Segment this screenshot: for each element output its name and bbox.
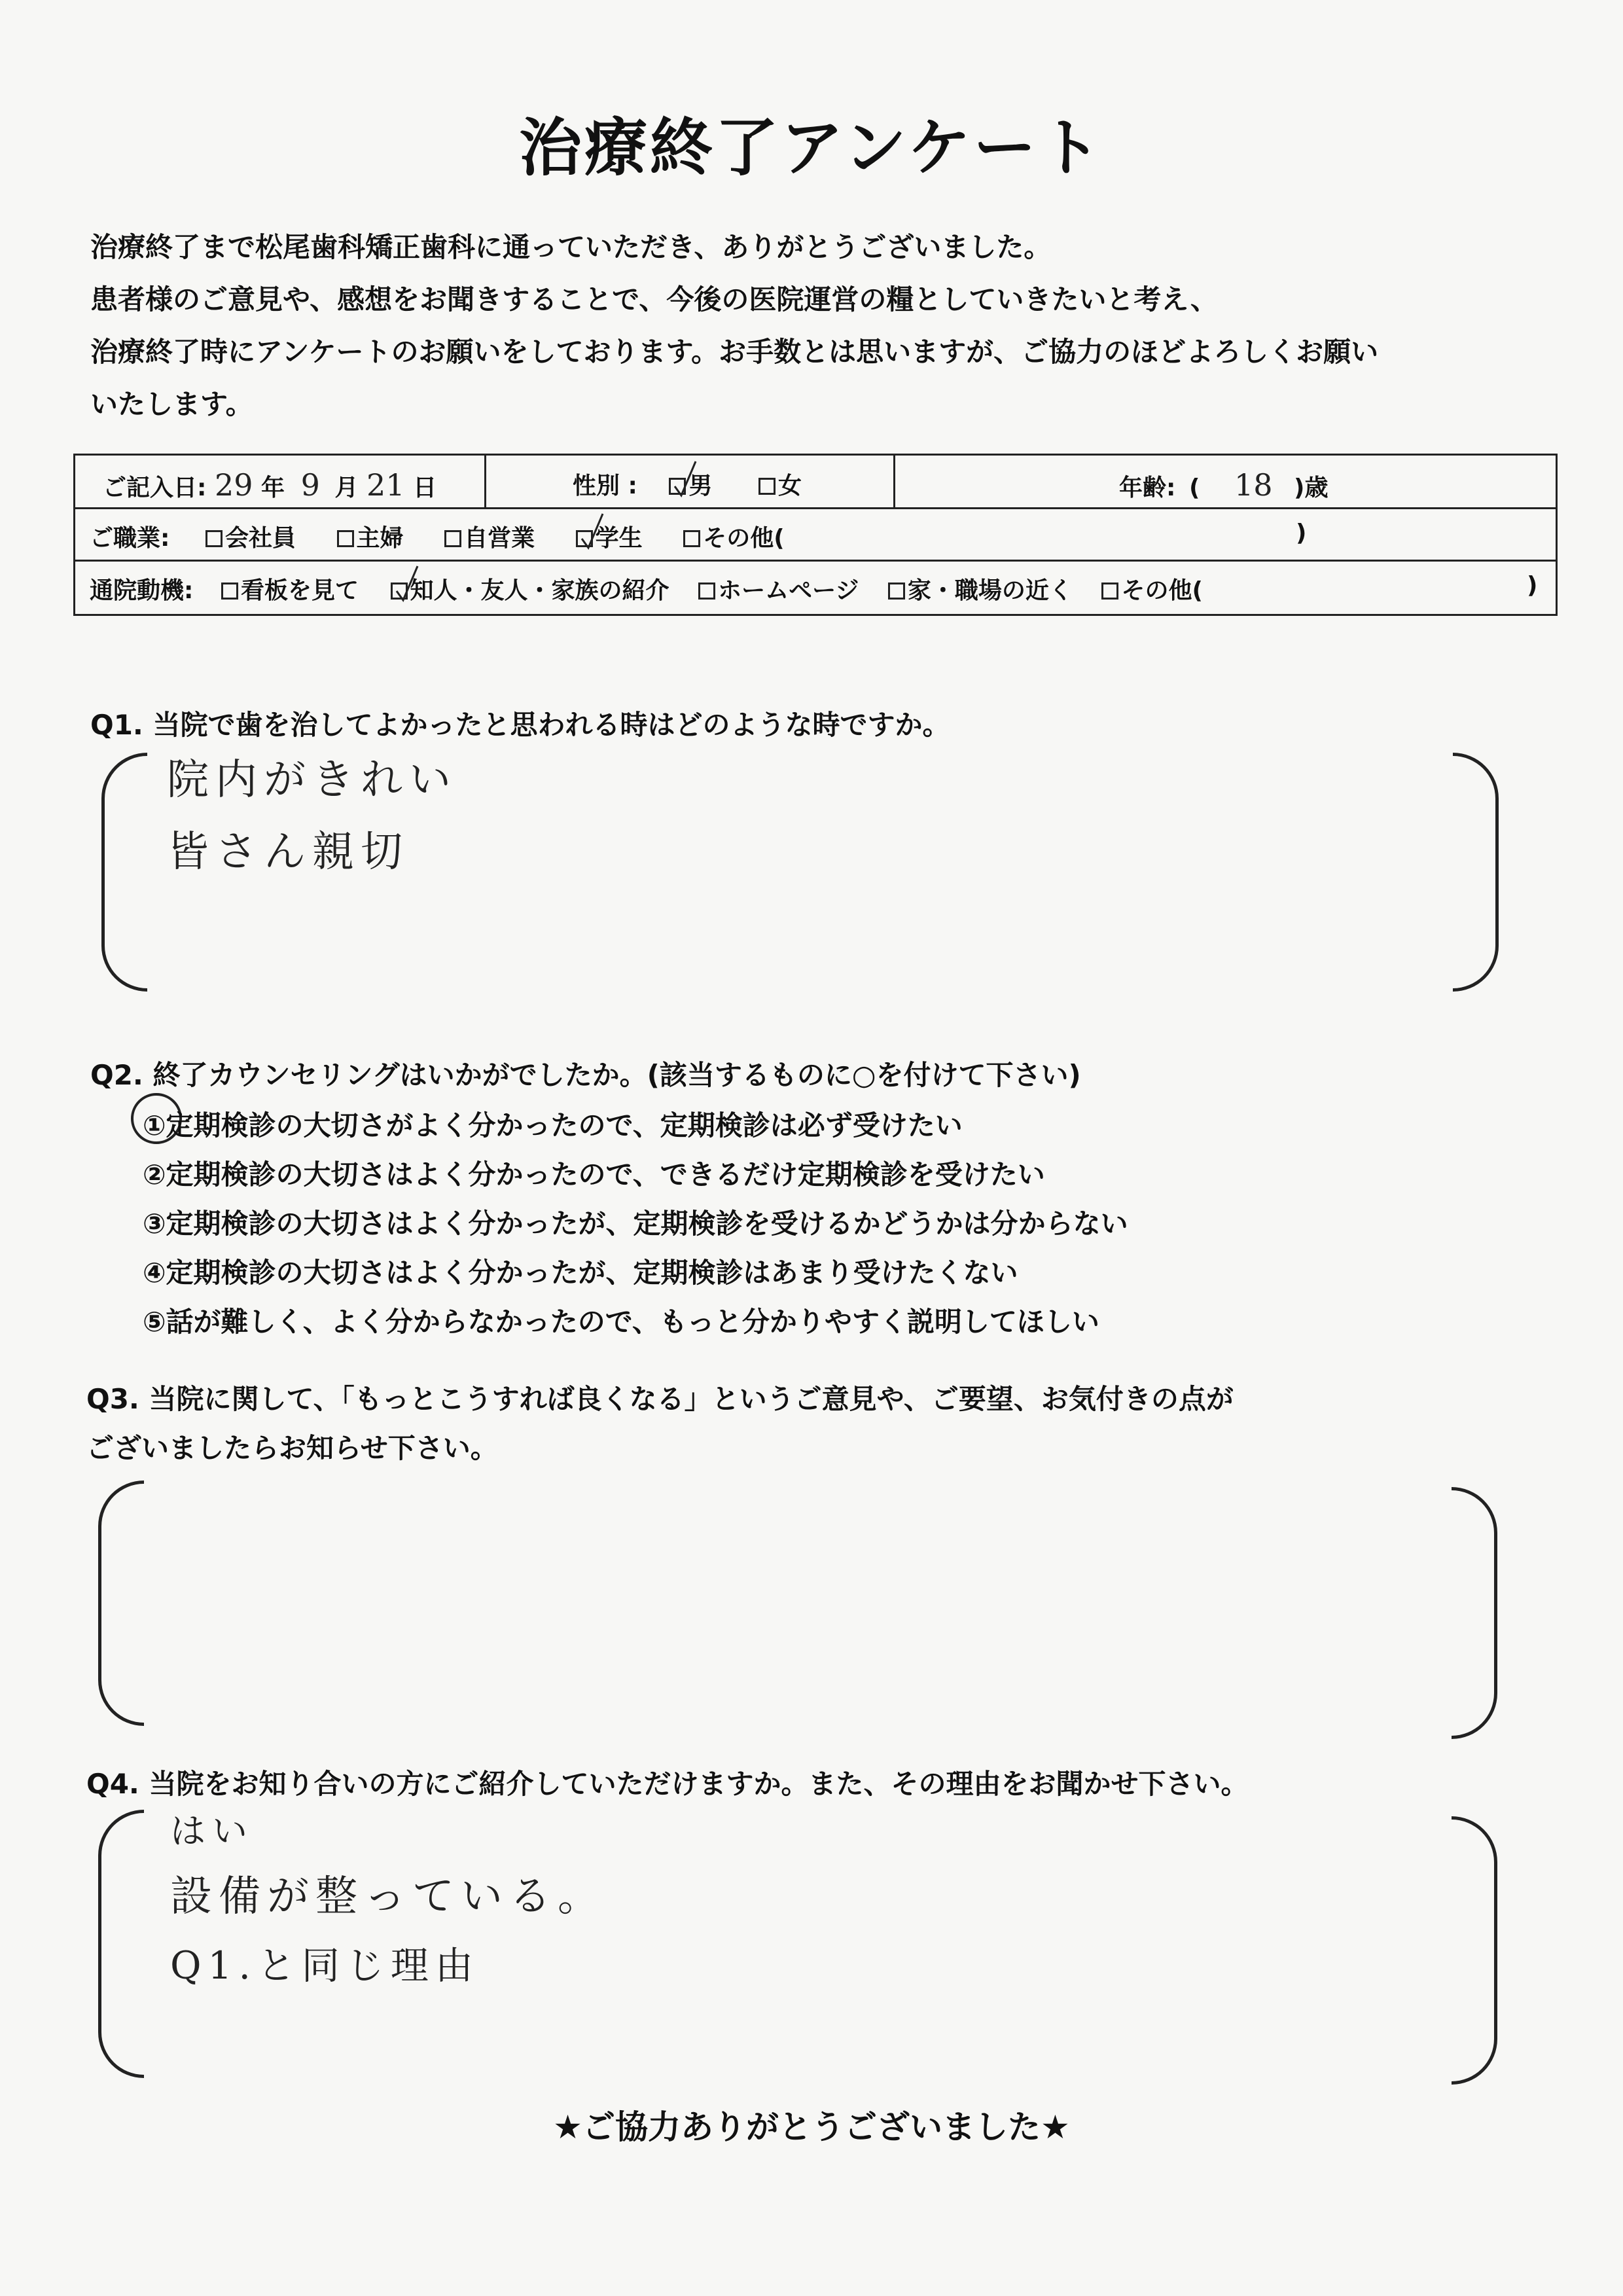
q2-option[interactable]: ①定期検診の大切さがよく分かったので、定期検診は必ず受けたい <box>143 1109 963 1141</box>
gender-field <box>573 467 820 501</box>
occupation-option-employee[interactable]: 会社員 <box>205 525 296 552</box>
gender-option-female[interactable]: 女 <box>758 473 802 499</box>
occupation-option-student[interactable]: 学生 <box>576 525 643 552</box>
intro-text <box>90 221 1378 431</box>
checkbox-icon[interactable] <box>391 583 408 600</box>
checkbox-icon[interactable] <box>698 583 715 600</box>
age-field[interactable] <box>1119 467 1329 503</box>
info-table <box>73 454 1558 616</box>
q3-answer-area[interactable] <box>164 1492 1433 1715</box>
motive-option-signboard[interactable]: 看板を見て <box>221 577 359 604</box>
date-year: 29 <box>214 467 253 503</box>
q4-answer-area[interactable] <box>170 1803 606 1990</box>
checkbox-icon[interactable] <box>683 530 700 547</box>
motive-field <box>90 572 1221 605</box>
checkbox-icon[interactable] <box>444 530 461 547</box>
q1-answer-line: 院内がきれい <box>167 756 457 804</box>
motive-option-homepage[interactable]: ホームページ <box>698 577 859 604</box>
intro-line: 患者様のご意見や、感想をお聞きすることで、今後の医院運営の糧としていきたいと考え、 <box>90 283 1218 315</box>
q1-bracket-left <box>101 753 147 992</box>
checkbox-icon[interactable] <box>888 583 905 600</box>
checkbox-icon[interactable] <box>1101 583 1118 600</box>
q1-answer-area[interactable] <box>167 746 457 878</box>
checkbox-icon[interactable] <box>576 530 593 547</box>
motive-close: ) <box>1527 572 1538 599</box>
date-day: 21 <box>366 467 405 503</box>
checkbox-icon[interactable] <box>337 530 354 547</box>
occupation-close: ) <box>1296 520 1307 547</box>
q2-option[interactable]: ④定期検診の大切さはよく分かったが、定期検診はあまり受けたくない <box>143 1257 1018 1289</box>
q4-bracket-right <box>1452 1816 1497 2085</box>
thanks-footer: ★ご協力ありがとうございました★ <box>553 2108 1070 2146</box>
occupation-label: ご職業: <box>90 525 170 552</box>
month-label: 月 <box>334 475 359 501</box>
checkbox-icon[interactable] <box>221 583 238 600</box>
q4-bracket-left <box>98 1810 144 2078</box>
page-title: 治療終了アンケート <box>518 111 1105 185</box>
intro-line: 治療終了まで松尾歯科矯正歯科に通っていただき、ありがとうございました。 <box>90 231 1052 263</box>
intro-line: 治療終了時にアンケートのお願いをしております。お手数とは思いますが、ご協力のほどよろしくお願い <box>90 336 1379 368</box>
q4-answer-line: はい <box>170 1810 254 1852</box>
intro-line: いたします。 <box>90 388 253 420</box>
motive-label: 通院動機: <box>90 577 194 604</box>
occupation-field <box>90 520 803 553</box>
q3-question-line1: Q3. 当院に関して、「もっとこうすれば良くなる」というご意見や、ご要望、お気付きの点が <box>86 1383 1234 1415</box>
gender-label: 性別 : <box>573 473 637 499</box>
age-value: 18 <box>1234 467 1273 503</box>
q2-option[interactable]: ⑤話が難しく、よく分からなかったので、もっと分かりやすく説明してほしい <box>143 1306 1099 1338</box>
checkbox-icon[interactable] <box>758 478 776 495</box>
age-label: 年齢: <box>1119 475 1176 501</box>
q1-bracket-right <box>1453 753 1499 992</box>
motive-option-near-home-work[interactable]: 家・職場の近く <box>888 577 1073 604</box>
day-label: 日 <box>413 475 437 501</box>
date-label: ご記入日: <box>103 475 207 501</box>
q4-answer-line: 設備が整っている。 <box>170 1873 606 1921</box>
checkbox-icon[interactable] <box>669 478 686 495</box>
q1-answer-line: 皆さん親切 <box>167 828 409 876</box>
info-row-motive <box>75 562 1556 614</box>
date-field[interactable] <box>103 467 437 503</box>
occupation-option-other[interactable]: その他( <box>683 525 784 552</box>
q3-question-line2: ございましたらお知らせ下さい。 <box>86 1432 498 1464</box>
age-close: )歳 <box>1294 475 1329 501</box>
age-open: ( <box>1188 475 1200 501</box>
q1-question: Q1. 当院で歯を治してよかったと思われる時はどのような時ですか。 <box>90 709 950 741</box>
year-label: 年 <box>261 475 285 501</box>
q2-option[interactable]: ②定期検診の大切さはよく分かったので、できるだけ定期検診を受けたい <box>143 1158 1045 1191</box>
q3-bracket-right <box>1452 1487 1497 1739</box>
occupation-option-self-employed[interactable]: 自営業 <box>444 525 535 552</box>
date-month: 9 <box>300 467 320 503</box>
gender-option-male[interactable]: 男 <box>669 473 721 499</box>
info-row-occupation <box>75 509 1556 562</box>
q2-question: Q2. 終了カウンセリングはいかがでしたか。(該当するものに○を付けて下さい) <box>90 1059 1081 1091</box>
checkbox-icon[interactable] <box>205 530 223 547</box>
q3-bracket-left <box>98 1480 144 1726</box>
occupation-option-housewife[interactable]: 主婦 <box>337 525 404 552</box>
info-row-basic <box>75 456 1556 509</box>
q2-option[interactable]: ③定期検診の大切さはよく分かったが、定期検診を受けるかどうかは分からない <box>143 1208 1128 1240</box>
q4-answer-line: Q1.と同じ理由 <box>170 1943 480 1988</box>
q4-question: Q4. 当院をお知り合いの方にご紹介していただけますか。また、その理由をお聞かせ下さい。 <box>86 1768 1249 1800</box>
motive-option-other[interactable]: その他( <box>1101 577 1202 604</box>
motive-option-referral[interactable]: 知人・友人・家族の紹介 <box>391 577 669 604</box>
